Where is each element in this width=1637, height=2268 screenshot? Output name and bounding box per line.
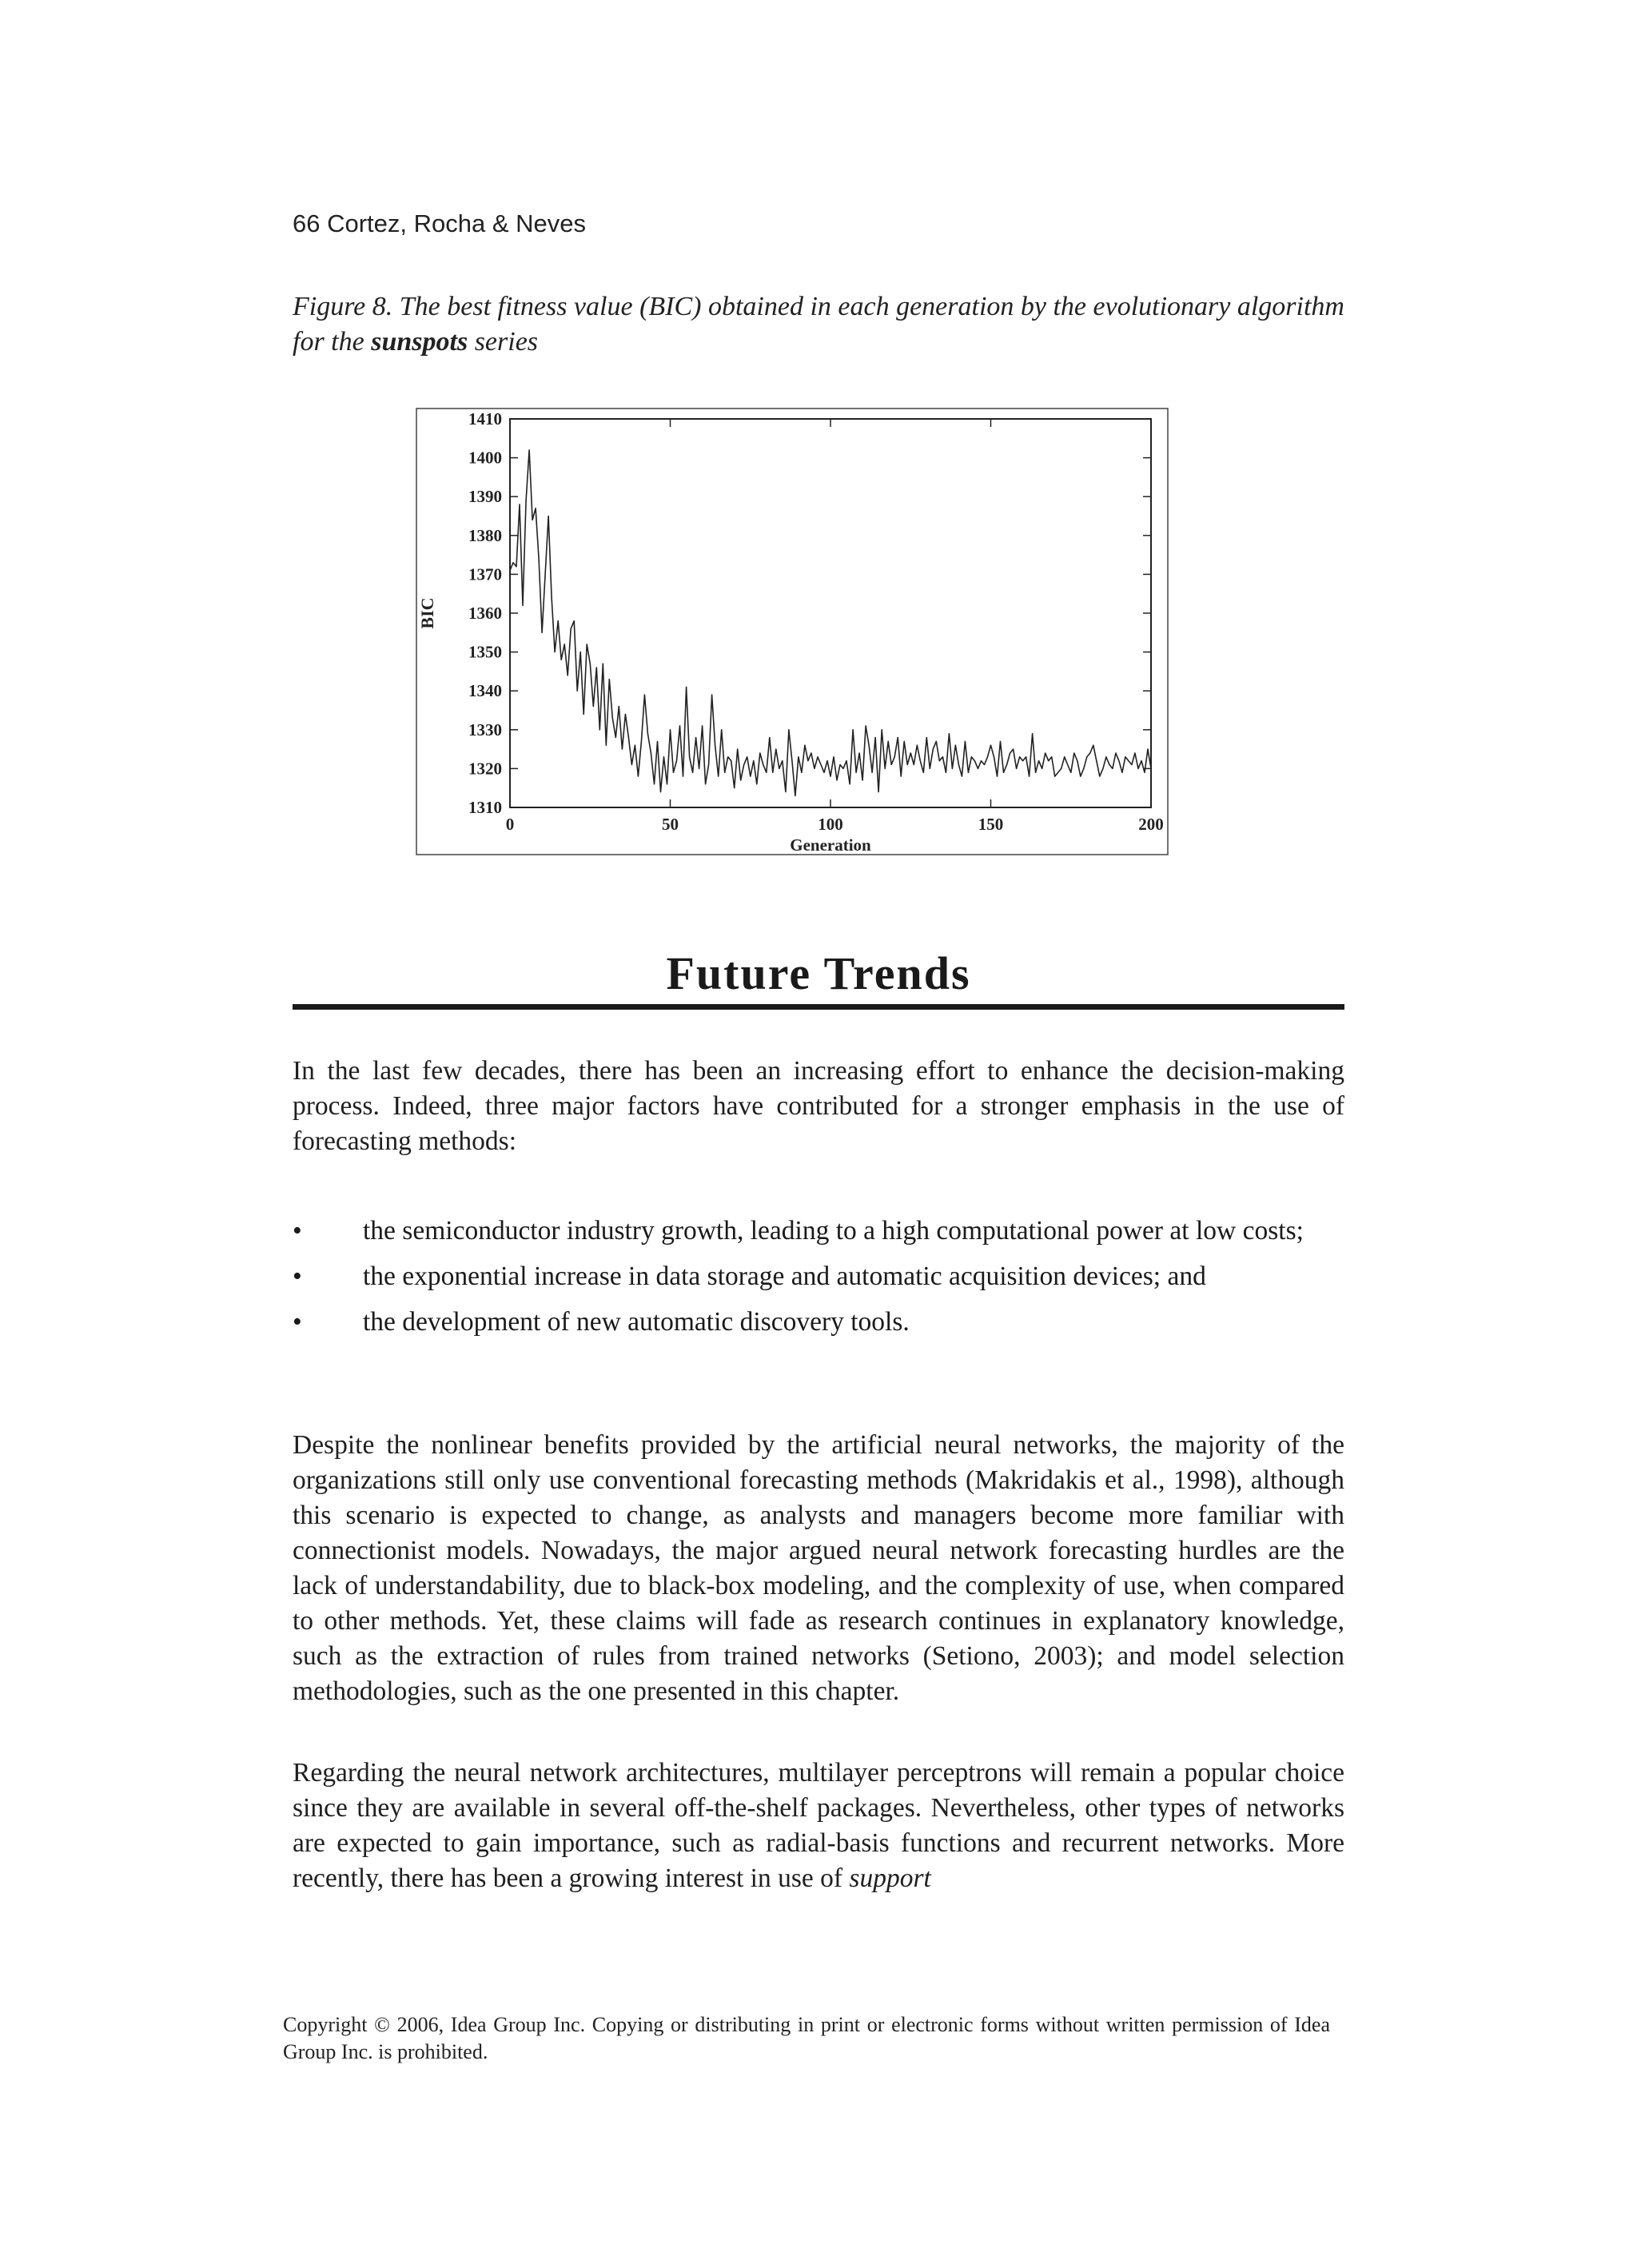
bullet-list [293,1214,1344,1350]
copyright-footer: Copyright © 2006, Idea Group Inc. Copying or distributing in print or electronic forms without written permission of Idea Group Inc. is prohibited. [283,2013,1330,2063]
figure-frame [416,409,1168,855]
y-tick-label: 1330 [468,719,502,739]
y-tick-label: 1360 [468,604,502,623]
list-item [293,1214,1344,1249]
figure-caption [293,289,1348,360]
title-rule [293,1004,1344,1010]
y-tick-label: 1310 [468,798,502,817]
x-tick-label: 0 [505,815,515,834]
y-tick-label: 1320 [468,759,502,779]
bullet-text: the semiconductor industry growth, leading to a high computational power at low costs; [363,1216,1304,1246]
paragraph-3-italic: support [849,1863,931,1893]
caption-prefix: Figure 8. The best fitness value (BIC) obtained in each generation by the evolutionary algorithm for the [293,292,1344,357]
caption-bold: sunspots [371,327,468,357]
bullet-mark: • [293,1307,302,1337]
caption-suffix: series [468,327,539,357]
x-tick-label: 200 [1138,815,1164,834]
series-line-bic [510,450,1151,796]
y-tick-label: 1400 [468,448,502,468]
bic-chart [416,408,1169,855]
y-tick-label: 1340 [468,681,502,701]
running-head: 66 Cortez, Rocha & Neves [293,209,587,237]
y-tick-label: 1370 [468,564,502,584]
paragraph-3 [293,1756,1344,1896]
section-title: Future Trends [666,947,971,999]
x-tick-label: 150 [978,815,1004,834]
list-item [293,1259,1344,1294]
y-tick-label: 1350 [468,642,502,662]
bullet-text: the development of new automatic discovery tools. [363,1307,910,1337]
bullet-mark: • [293,1216,302,1246]
y-tick-label: 1410 [468,409,502,428]
paragraph-2: Despite the nonlinear benefits provided by the artificial neural networks, the majority of the organizations still only use conventional forecasting methods (Makridakis et al., 1998), although this scenario is expected to change, as analysts and managers become more familiar with connectionist models. Nowadays, the major argued neural network forecasting hurdles are the lack of understandability, due to black-box modeling, and the complexity of use, when compared to other methods. Yet, these claims will fade as research continues in explanatory knowledge, such as the extraction of rules from trained networks (Setiono, 2003); and model selection methodologies, such as the one presented in this chapter. [293,1430,1344,1706]
y-axis-label: BIC [417,597,437,629]
bullet-mark: • [293,1262,302,1291]
x-tick-label: 50 [662,815,679,834]
x-axis-label: Generation [790,835,871,855]
x-tick-label: 100 [818,815,843,834]
list-item [293,1305,1344,1340]
intro-paragraph: In the last few decades, there has been an increasing effort to enhance the decision-making process. Indeed, three major factors have contributed for a stronger emphasis in the use of forecasting methods: [293,1056,1344,1156]
y-tick-label: 1380 [468,525,502,545]
bullet-text: the exponential increase in data storage and automatic acquisition devices; and [363,1262,1206,1291]
plot-box [510,419,1151,807]
paragraph-3-text: Regarding the neural network architectures, multilayer perceptrons will remain a popular choice since they are available in several off-the-shelf packages. Nevertheless, other types of networks are expected to gain importance, such as radial-basis functions and recurrent networks. More recently, there has been a growing interest in use of [293,1758,1344,1893]
y-tick-label: 1390 [468,487,502,507]
